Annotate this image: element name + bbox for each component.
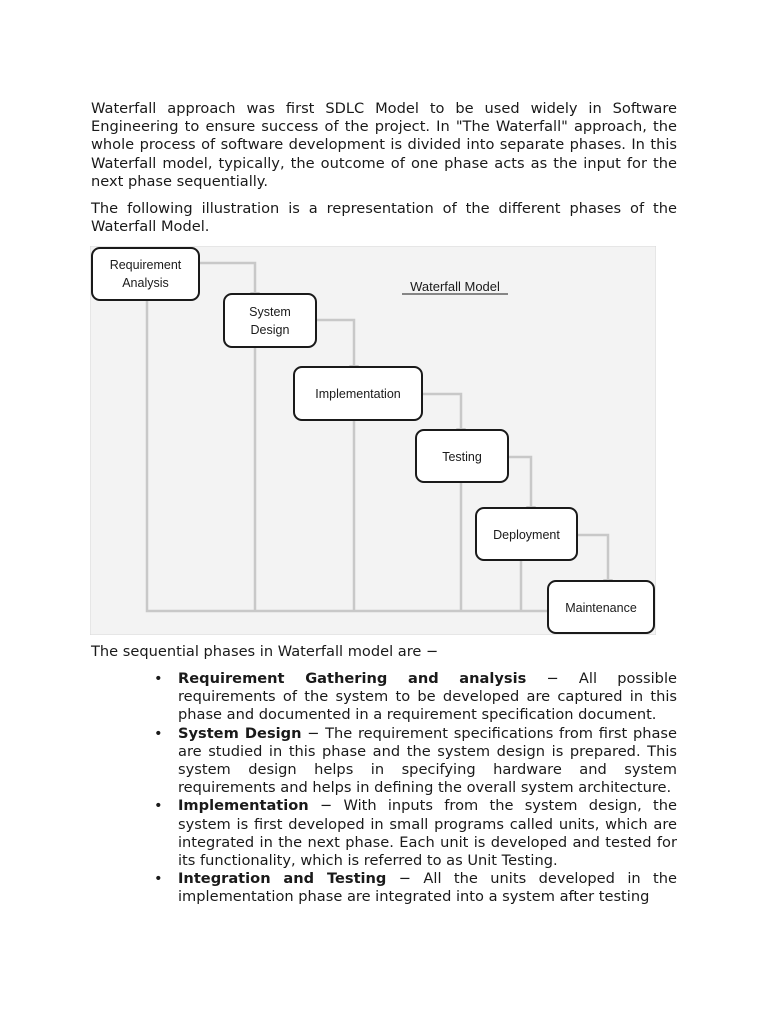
phase-item-integration-testing — [154, 870, 677, 906]
phase-list — [154, 670, 677, 907]
maintenance-label: Maintenance — [565, 601, 637, 615]
phase-desc: − With inputs from the system design, the system is first developed in small programs called units, which are integrated in the next phase. Each unit is developed and tested for its functionality, which is referred to as Unit Testing. — [178, 797, 677, 870]
bullet: • — [154, 870, 163, 888]
phase-term: Implementation — [178, 797, 309, 815]
phase-term: System Design — [178, 724, 302, 742]
phase-desc: − All possible requirements of the system to be developed are captured in this phase and documented in a requirement specification document. — [178, 670, 677, 724]
intro-paragraph: Waterfall approach was first SDLC Model to be used widely in Software Engineering to ensure success of the project. In "The Waterfall" approach, the whole process of software development is divided into separate phases. In this Waterfall model, typically, the outcome of one phase acts as the input for the next phase sequentially. — [91, 100, 677, 190]
phase-desc: − The requirement specifications from first phase are studied in this phase and the system design is prepared. This system design helps in specifying hardware and system requirements and helps in defining the overall system architecture. — [178, 724, 677, 797]
diagram-title: Waterfall Model — [410, 279, 500, 294]
implementation-label: Implementation — [315, 387, 401, 401]
phase-item-implementation — [154, 797, 677, 870]
phase-term: Requirement Gathering and analysis — [178, 670, 527, 687]
system-design-label-2: Design — [250, 323, 290, 337]
bullet: • — [154, 797, 163, 815]
bullet: • — [154, 670, 163, 687]
phase-item-system-design — [154, 724, 677, 798]
system-design-box — [224, 294, 316, 347]
requirement-analysis-label-1: Requirement — [109, 258, 182, 272]
phase-desc: − All the units developed in the implementation phase are integrated into a system after testing — [178, 870, 677, 906]
waterfall-diagram — [90, 246, 656, 635]
deployment-label: Deployment — [493, 528, 560, 542]
sequence-paragraph: The sequential phases in Waterfall model are − — [91, 643, 439, 660]
testing-label: Testing — [442, 450, 482, 464]
phase-item-requirement — [154, 670, 677, 725]
illustration-paragraph: The following illustration is a representation of the different phases of the Waterfall Model. — [91, 200, 677, 236]
system-design-label-1: System — [249, 305, 291, 319]
requirement-analysis-label-2: Analysis — [122, 276, 169, 290]
phase-term: Integration and Testing — [178, 870, 387, 888]
bullet: • — [154, 724, 163, 742]
requirement-analysis-box — [92, 248, 199, 300]
